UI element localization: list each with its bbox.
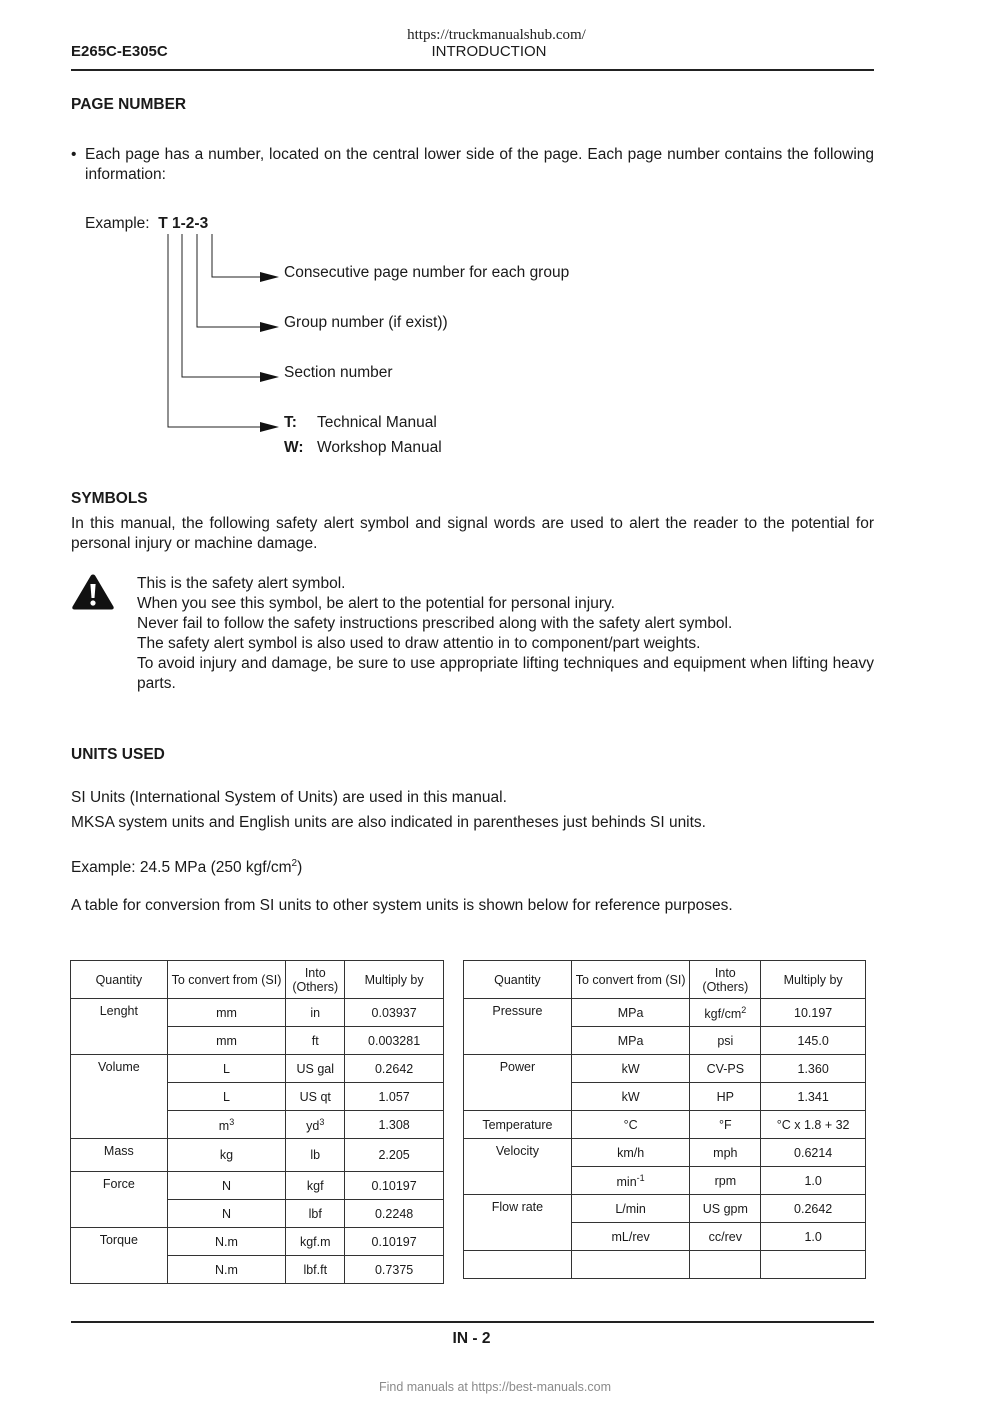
page-number: IN - 2 (452, 1330, 491, 1347)
units-example-text: Example: 24.5 MPa (250 kgf/cm (71, 859, 292, 877)
table-row (71, 1055, 444, 1083)
from-cell: L (167, 1083, 286, 1111)
table-row (71, 1139, 444, 1172)
into-cell (690, 999, 761, 1027)
symbols-line: Never fail to follow the safety instructions prescribed along with the safety alert symbol. (137, 615, 733, 632)
into-cell: rpm (690, 1167, 761, 1195)
into-cell: psi (690, 1027, 761, 1055)
multiply-cell: 1.308 (345, 1111, 444, 1139)
quantity-cell: Flow rate (464, 1195, 572, 1251)
table-row (464, 1111, 866, 1139)
from-cell: MPa (571, 1027, 690, 1055)
multiply-cell: 0.2248 (345, 1200, 444, 1228)
bullet-text: Each page has a number, located on the central lower side of the page. Each page number contains the following information: (85, 146, 874, 183)
callout-section: Section number (284, 364, 393, 381)
header-url: https://truckmanualshub.com/ (407, 27, 586, 43)
table-row (71, 1228, 444, 1256)
arrow-group (260, 322, 279, 332)
conversion-table-left (70, 960, 444, 1284)
callout-workshop (284, 439, 442, 457)
into-cell: HP (690, 1083, 761, 1111)
into-cell: lbf (286, 1200, 345, 1228)
conversion-table-right (463, 960, 866, 1279)
multiply-cell: 0.6214 (761, 1139, 866, 1167)
into-cell: lbf.ft (286, 1256, 345, 1284)
into-cell: kgf.m (286, 1228, 345, 1256)
arrow-section (260, 372, 279, 382)
callout-line-section (182, 234, 264, 377)
header-into: Into (Others) (286, 961, 345, 999)
units-example (71, 854, 302, 878)
symbols-line: This is the safety alert symbol. (137, 575, 346, 592)
t-label: Technical Manual (317, 414, 437, 431)
w-code: W: (284, 439, 304, 456)
into-sup: 3 (319, 1117, 325, 1128)
from-cell (167, 1111, 286, 1139)
multiply-cell: 1.341 (761, 1083, 866, 1111)
units-line1: SI Units (International System of Units) are used in this manual. (71, 789, 507, 806)
header-section: INTRODUCTION (431, 43, 547, 60)
into-cell: mph (690, 1139, 761, 1167)
units-heading: UNITS USED (71, 746, 165, 763)
into-cell: in (286, 999, 345, 1027)
from-cell: L/min (571, 1195, 690, 1223)
callout-consecutive: Consecutive page number for each group (284, 264, 570, 281)
table-row (464, 999, 866, 1027)
from-cell: °C (571, 1111, 690, 1139)
multiply-cell: 1.360 (761, 1055, 866, 1083)
arrow-consecutive (260, 272, 279, 282)
into-cell: ft (286, 1027, 345, 1055)
multiply-cell: °C x 1.8 + 32 (761, 1111, 866, 1139)
into-base: kgf/cm (704, 1007, 742, 1022)
multiply-cell: 1.057 (345, 1083, 444, 1111)
page-number-heading: PAGE NUMBER (71, 96, 187, 113)
multiply-cell: 0.2642 (761, 1195, 866, 1223)
quantity-cell: Power (464, 1055, 572, 1111)
into-cell: cc/rev (690, 1223, 761, 1251)
quantity-cell: Velocity (464, 1139, 572, 1195)
example-code: T 1-2-3 (158, 215, 209, 232)
table-row (71, 1172, 444, 1200)
from-cell: kW (571, 1083, 690, 1111)
into-base: yd (306, 1119, 320, 1134)
bullet-dot: • (71, 146, 77, 163)
multiply-cell: 0.10197 (345, 1228, 444, 1256)
multiply-cell: 1.0 (761, 1167, 866, 1195)
into-cell: kgf (286, 1172, 345, 1200)
into-cell: CV-PS (690, 1055, 761, 1083)
into-cell (690, 1251, 761, 1279)
from-cell: MPa (571, 999, 690, 1027)
header-from: To convert from (SI) (167, 961, 286, 999)
from-cell: N (167, 1200, 286, 1228)
units-example-end: ) (297, 859, 303, 877)
callout-technical (284, 414, 437, 432)
units-table-intro: A table for conversion from SI units to other system units is shown below for reference purposes. (71, 897, 733, 914)
multiply-cell: 0.2642 (345, 1055, 444, 1083)
table-row (464, 1251, 866, 1279)
symbols-line: The safety alert symbol is also used to draw attentio in to component/part weights. (137, 635, 701, 652)
page-number-diagram (0, 0, 993, 470)
arrow-manual (260, 422, 279, 432)
from-cell: kW (571, 1055, 690, 1083)
callout-group: Group number (if exist)) (284, 314, 448, 331)
header-multiply: Multiply by (345, 961, 444, 999)
symbols-line: To avoid injury and damage, be sure to use appropriate lifting techniques and equipment when lifting heavy parts. (137, 655, 874, 692)
warning-triangle-icon (71, 573, 115, 611)
multiply-cell (761, 1251, 866, 1279)
into-sup: 2 (741, 1005, 747, 1016)
quantity-cell: Torque (71, 1228, 168, 1284)
symbols-heading: SYMBOLS (71, 490, 148, 507)
multiply-cell: 0.7375 (345, 1256, 444, 1284)
multiply-cell: 10.197 (761, 999, 866, 1027)
into-cell: US gpm (690, 1195, 761, 1223)
from-cell: L (167, 1055, 286, 1083)
find-manuals-link[interactable]: Find manuals at https://best-manuals.com (378, 1380, 612, 1394)
from-cell (571, 1251, 690, 1279)
header-into: Into (Others) (690, 961, 761, 999)
from-cell: mm (167, 1027, 286, 1055)
from-sup: 3 (229, 1117, 235, 1128)
multiply-cell: 0.03937 (345, 999, 444, 1027)
quantity-cell: Volume (71, 1055, 168, 1139)
from-cell: mL/rev (571, 1223, 690, 1251)
from-cell: N.m (167, 1256, 286, 1284)
into-cell: lb (286, 1139, 345, 1172)
table-row (464, 1139, 866, 1167)
callout-line-group (197, 234, 264, 327)
header-quantity: Quantity (464, 961, 572, 999)
from-base: m (218, 1119, 230, 1134)
multiply-cell: 0.003281 (345, 1027, 444, 1055)
header-model: E265C-E305C (71, 43, 168, 60)
header-quantity: Quantity (71, 961, 168, 999)
multiply-cell: 145.0 (761, 1027, 866, 1055)
quantity-cell: Temperature (464, 1111, 572, 1139)
header-from: To convert from (SI) (571, 961, 690, 999)
units-line2: MKSA system units and English units are also indicated in parentheses just behinds SI units. (71, 814, 706, 831)
quantity-cell (464, 1251, 572, 1279)
units-example-sup: 2 (291, 858, 298, 869)
multiply-cell: 0.10197 (345, 1172, 444, 1200)
header-multiply: Multiply by (761, 961, 866, 999)
quantity-cell: Force (71, 1172, 168, 1228)
symbols-intro: In this manual, the following safety alert symbol and signal words are used to alert the reader to the potential for personal injury or machine damage. (71, 515, 874, 552)
table-row (464, 1195, 866, 1223)
into-cell: °F (690, 1111, 761, 1139)
w-label: Workshop Manual (317, 439, 442, 456)
from-cell: N.m (167, 1228, 286, 1256)
callout-line-consecutive (212, 234, 264, 277)
example-prefix: Example: (85, 215, 150, 232)
from-base: min (616, 1175, 637, 1190)
into-cell (286, 1111, 345, 1139)
table-row (464, 1055, 866, 1083)
quantity-cell: Pressure (464, 999, 572, 1055)
from-cell: mm (167, 999, 286, 1027)
symbols-lines (137, 574, 874, 694)
multiply-cell: 2.205 (345, 1139, 444, 1172)
symbols-line: When you see this symbol, be alert to the potential for personal injury. (137, 595, 615, 612)
into-cell: US gal (286, 1055, 345, 1083)
from-sup: -1 (636, 1173, 645, 1184)
t-code: T: (284, 414, 297, 431)
multiply-cell: 1.0 (761, 1223, 866, 1251)
quantity-cell: Mass (71, 1139, 168, 1172)
into-cell: US qt (286, 1083, 345, 1111)
from-cell: km/h (571, 1139, 690, 1167)
footer-rule (71, 1321, 874, 1323)
table-row (71, 999, 444, 1027)
from-cell: kg (167, 1139, 286, 1172)
quantity-cell: Lenght (71, 999, 168, 1055)
from-cell (571, 1167, 690, 1195)
from-cell: N (167, 1172, 286, 1200)
